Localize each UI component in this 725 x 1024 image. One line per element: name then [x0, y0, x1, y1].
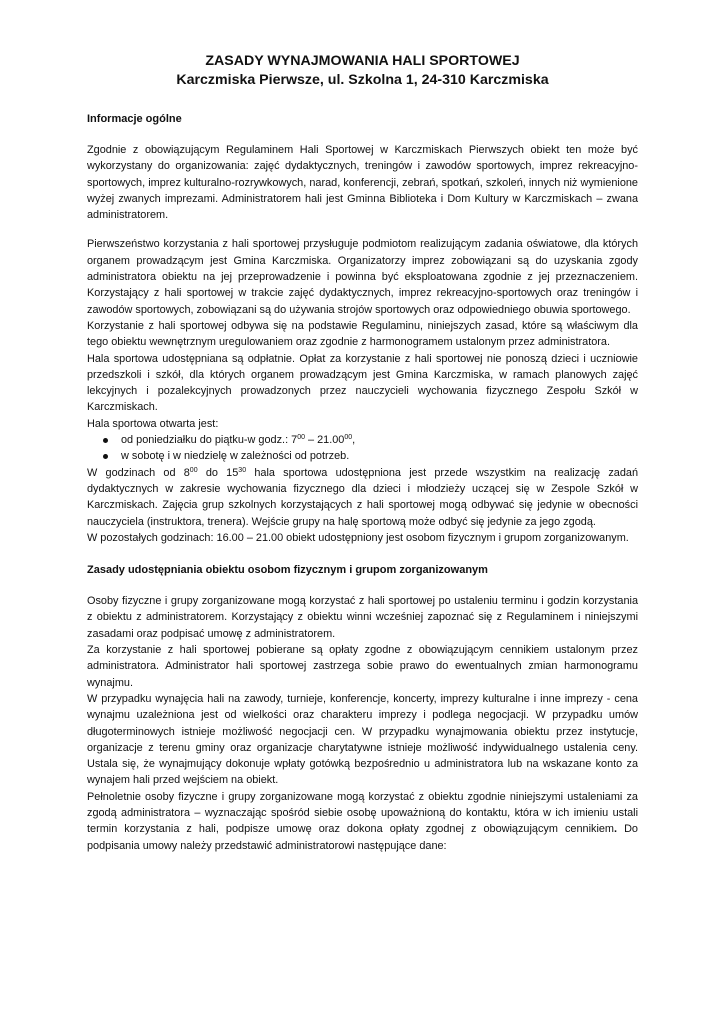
document-subtitle: Karczmiska Pierwsze, ul. Szkolna 1, 24-310 Karczmiska: [176, 72, 549, 88]
paragraph: Pełnoletnie osoby fizyczne i grupy zorganizowane mogą korzystać z obiektu zgodnie niniejszymi ustaleniami za zgodą administratora – wyznaczając spośród siebie osobę upoważnioną do kontaktu, która w ich imieniu ustali termin korzystania z hali, podpisze umowę oraz dokona opłaty zgodnej z obowiązującym cennikiem. Do podpisania umowy należy przedstawić administratorowi następujące dane:: [87, 790, 638, 852]
document-title: ZASADY WYNAJMOWANIA HALI SPORTOWEJ: [205, 53, 520, 69]
paragraph: Pierwszeństwo korzystania z hali sportowej przysługuje podmiotom realizującym zadania oświatowe, dla których organem prowadzącym jest Gmina Karczmiska. Organizatorzy imprez zobowiązani są do uzyskania zgody administratora obiektu na jej przeprowadzenie i powinna być eksploatowana zgodnie z jej przeznaczeniem. Korzystający z hali sportowej w trakcie zajęć dydaktycznych, imprez rekreacyjno-sportowych oraz treningów i zawodów sportowych, zobowiązani są do używania strojów sportowych oraz odpowiedniego obuwia sportowego.: [87, 238, 638, 316]
paragraph: Zgodnie z obowiązującym Regulaminem Hali Sportowej w Karczmiskach Pierwszych obiekt ten może być wykorzystany do organizowania: zajęć dydaktycznych, treningów i zawodów sportowych, imprez rekreacyjno-sportowych, imprez kulturalno-rozrywkowych, narad, konferencji, zebrań, spotkań, szkoleń, innych niż wymienione wyżej zwanych imprezami. Administratorem hali jest Gminna Biblioteka i Dom Kultury w Karczmiskach – zwana administratorem.: [87, 144, 638, 222]
section-heading-general: Informacje ogólne: [87, 113, 182, 125]
opening-hours-list: [87, 432, 638, 465]
paragraph: W godzinach od $8^{00}$ do $15^{30}$ hala sportowa udostępniona jest przede wszystkim na realizację zadań dydaktycznych w zakresie wychowania fizycznego dla dzieci i młodzieży uczącej się w Zespole Szkół w Karczmiskach. Zajęcia grup szkolnych korzystających z hali sportowej mogą odbywać się jedynie w obecności nauczyciela (instruktora, trenera). Wejście grupy na halę sportową może odbyć się jedynie za jego zgodą.: [87, 466, 639, 528]
list-item: od poniedziałku do piątku-w godz.: $7^{00} - 21.00^{00}$,: [121, 432, 638, 448]
paragraph: W pozostałych godzinach: 16.00 – 21.00 obiekt udostępniony jest osobom fizycznym i grupom zorganizowanym.: [87, 531, 629, 544]
paragraph: Osoby fizyczne i grupy zorganizowane mogą korzystać z hali sportowej po ustaleniu terminu i godzin korzystania z obiektu z administratorem. Korzystający z obiektu winni wcześniej zapoznać się z Regulaminem i niniejszymi zasadami oraz podpisać umowę z administratorem.: [87, 595, 638, 640]
list-item: w sobotę i w niedzielę w zależności od potrzeb.: [121, 448, 638, 464]
paragraph: Korzystanie z hali sportowej odbywa się na podstawie Regulaminu, niniejszych zasad, które są właściwym dla tego obiektu wewnętrznym uregulowaniem oraz zgodnie z harmonogramem ustalonym przez administratora.: [87, 319, 638, 349]
paragraph: Za korzystanie z hali sportowej pobierane są opłaty zgodne z obowiązującym cennikiem ustalonym przez administratora. Administrator hali sportowej zastrzega sobie prawo do ewentualnych zmian harmonogramu wynajmu.: [87, 644, 638, 689]
paragraph: Hala sportowa udostępniana są odpłatnie. Opłat za korzystanie z hali sportowej nie ponoszą dzieci i uczniowie przedszkoli i szkół, dla których organem prowadzącym jest Gmina Karczmiska, w ramach planowych zajęć lekcyjnych i pozalekcyjnych prowadzonych przez nauczycieli wychowania fizycznego Zespołu Szkół w Karczmiskach.: [87, 352, 638, 414]
section-heading-rules: Zasady udostępniania obiektu osobom fizycznym i grupom zorganizowanym: [87, 564, 488, 577]
paragraph: W przypadku wynajęcia hali na zawody, turnieje, konferencje, koncerty, imprezy kulturalne i inne imprezy - cena wynajmu uzależniona jest od wielkości oraz charakteru imprezy i podlega negocjacji. W przypadku umów długoterminowych istnieje możliwość negocjacji cen. W przypadku wynajmowania obiektu przez instytucje, organizacje z terenu gminy oraz organizacje charytatywne istnieje możliwość indywidualnego ustalenia ceny. Ustala się, że wynajmujący dokonuje wpłaty gotówką bezpośrednio u administratora lub na wskazane konto za wynajem hali przed wejściem na obiekt.: [87, 692, 638, 787]
paragraph: Hala sportowa otwarta jest:: [87, 417, 219, 430]
